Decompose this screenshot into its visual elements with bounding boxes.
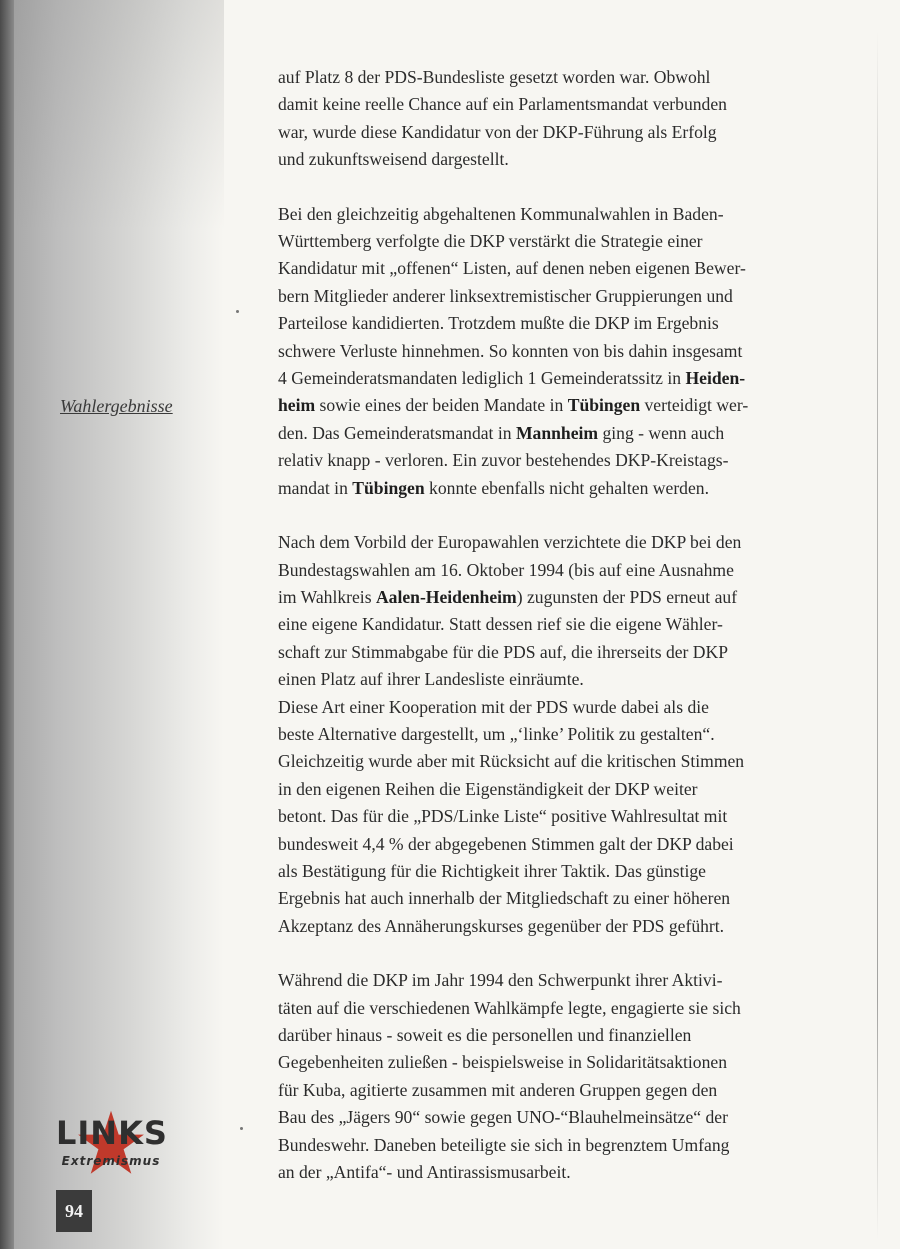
text-line	[278, 721, 778, 748]
margin-heading: Wahlergebnisse	[60, 396, 173, 416]
text-run: einen Platz auf ihrer Landesliste einräumte.	[278, 669, 584, 690]
text-line	[278, 447, 778, 474]
text-run: Während die DKP im Jahr 1994 den Schwerpunkt ihrer Aktivi-	[278, 970, 723, 991]
bold-place-name: Tübingen	[567, 395, 641, 416]
text-line	[278, 995, 778, 1022]
text-line	[278, 283, 778, 310]
text-line	[278, 529, 778, 556]
logo-title: LINKS	[56, 1114, 168, 1152]
text-run: Ergebnis hat auch innerhalb der Mitgliedschaft zu einer höheren	[278, 888, 731, 909]
text-run: war, wurde diese Kandidatur von der DKP-Führung als Erfolg	[278, 121, 717, 142]
text-run: relativ knapp - verloren. Ein zuvor bestehendes DKP-Kreistags-	[278, 450, 729, 471]
text-line	[278, 1022, 778, 1049]
text-run: ging - wenn auch	[598, 422, 725, 443]
text-run: damit keine reelle Chance auf ein Parlamentsmandat verbunden	[278, 94, 727, 115]
text-run: auf Platz 8 der PDS-Bundesliste gesetzt worden war. Obwohl	[278, 67, 711, 87]
text-line	[278, 420, 778, 447]
scan-speck	[236, 310, 239, 313]
text-run: Bei den gleichzeitig abgehaltenen Kommunalwahlen in Baden-	[278, 203, 724, 224]
text-line	[278, 557, 778, 584]
bold-place-name: heim	[278, 395, 316, 416]
text-line	[278, 584, 778, 611]
text-line	[278, 64, 778, 91]
text-run: an der „Antifa“- und Antirassismusarbeit.	[278, 1162, 571, 1183]
text-line	[278, 1049, 778, 1076]
text-line	[278, 1104, 778, 1131]
text-run: darüber hinaus - soweit es die personellen und finanziellen	[278, 1025, 692, 1045]
text-line	[278, 91, 778, 118]
paragraph	[278, 64, 778, 174]
text-line	[278, 967, 778, 994]
text-line	[278, 146, 778, 173]
text-line	[278, 776, 778, 803]
text-run: schwere Verluste hinnehmen. So konnten von bis dahin insgesamt	[278, 340, 743, 361]
text-run: für Kuba, agitierte zusammen mit anderen Gruppen gegen den	[278, 1079, 718, 1100]
text-run: Parteilose kandidierten. Trotzdem mußte die DKP im Ergebnis	[278, 313, 719, 334]
text-line	[278, 748, 778, 775]
text-line	[278, 1132, 778, 1159]
text-run: und zukunftsweisend dargestellt.	[278, 149, 509, 170]
text-line	[278, 119, 778, 146]
bold-place-name: Tübingen	[352, 477, 425, 498]
links-extremismus-logo	[56, 1108, 166, 1178]
paragraph	[278, 967, 778, 1186]
text-run: schaft zur Stimmabgabe für die PDS auf, die ihrerseits der DKP	[278, 641, 728, 662]
text-line	[278, 365, 778, 392]
text-line	[278, 885, 778, 912]
text-line	[278, 803, 778, 830]
text-run: als Bestätigung für die Richtigkeit ihrer Taktik. Das günstige	[278, 860, 706, 881]
text-run: im Wahlkreis	[278, 586, 376, 607]
text-run: in den eigenen Reihen die Eigenständigkeit der DKP weiter	[278, 778, 698, 799]
text-line	[278, 611, 778, 638]
text-run: Nach dem Vorbild der Europawahlen verzichtete die DKP bei den	[278, 532, 742, 553]
margin-shade	[14, 0, 224, 230]
text-line	[278, 228, 778, 255]
text-line	[278, 694, 778, 721]
text-run: Bundeswehr. Daneben beteiligte sie sich in begrenztem Umfang	[278, 1134, 730, 1155]
text-run: bundesweit 4,4 % der abgegebenen Stimmen galt der DKP dabei	[278, 833, 734, 854]
text-run: konnte ebenfalls nicht gehalten werden.	[424, 477, 709, 498]
text-run: Gegebenheiten zuließen - beispielsweise in Solidaritätsaktionen	[278, 1052, 727, 1073]
text-run: eine eigene Kandidatur. Statt dessen rief sie die eigene Wähler-	[278, 614, 723, 635]
text-run: ) zugunsten der PDS erneut auf	[516, 586, 738, 607]
text-line	[278, 338, 778, 365]
paragraph	[278, 201, 778, 502]
text-line	[278, 310, 778, 337]
text-run: Akzeptanz des Annäherungskurses gegenüber der PDS geführt.	[278, 915, 725, 936]
text-run: Diese Art einer Kooperation mit der PDS wurde dabei als die	[278, 696, 709, 717]
bold-place-name: Mannheim	[515, 422, 599, 443]
text-line	[278, 831, 778, 858]
text-run: Bundestagswahlen am 16. Oktober 1994 (bis auf eine Ausnahme	[278, 559, 734, 580]
text-line	[278, 858, 778, 885]
text-run: betont. Das für die „PDS/Linke Liste“ positive Wahlresultat mit	[278, 806, 728, 827]
text-run: Gleichzeitig wurde aber mit Rücksicht auf die kritischen Stimmen	[278, 751, 745, 772]
text-line	[278, 201, 778, 228]
text-run: bern Mitglieder anderer linksextremistischer Gruppierungen und	[278, 285, 733, 306]
text-run: 4 Gemeinderatsmandaten lediglich 1 Gemeinderatssitz in	[278, 368, 686, 389]
text-line	[278, 475, 778, 502]
logo-subtitle: Extremismus	[61, 1154, 161, 1168]
text-run: verteidigt wer-	[640, 395, 749, 416]
text-run: Bau des „Jägers 90“ sowie gegen UNO-“Blauhelmeinsätze“ der	[278, 1107, 728, 1128]
text-run: den. Das Gemeinderatsmandat in	[278, 422, 516, 443]
text-run: Kandidatur mit „offenen“ Listen, auf denen neben eigenen Bewer-	[278, 258, 746, 279]
text-run: beste Alternative dargestellt, um „‘linke’ Politik zu gestalten“.	[278, 723, 715, 744]
text-run: sowie eines der beiden Mandate in	[315, 395, 568, 416]
body-text	[278, 64, 778, 1186]
page-binding-edge	[0, 0, 14, 1249]
bold-place-name: Aalen-Heidenheim	[375, 586, 517, 607]
bold-place-name: Heiden-	[685, 368, 746, 389]
text-line	[278, 1077, 778, 1104]
page-number: 94	[56, 1190, 92, 1232]
text-run: Württemberg verfolgte die DKP verstärkt die Strategie einer	[278, 231, 703, 252]
page-edge-line	[877, 30, 878, 1240]
text-run: täten auf die verschiedenen Wahlkämpfe legte, engagierte sie sich	[278, 997, 741, 1018]
text-run: mandat in	[278, 477, 353, 498]
text-line	[278, 392, 778, 419]
text-line	[278, 666, 778, 693]
paragraph	[278, 529, 778, 940]
text-line	[278, 913, 778, 940]
text-line	[278, 1159, 778, 1186]
text-line	[278, 255, 778, 282]
scan-speck	[240, 1127, 243, 1130]
text-line	[278, 639, 778, 666]
